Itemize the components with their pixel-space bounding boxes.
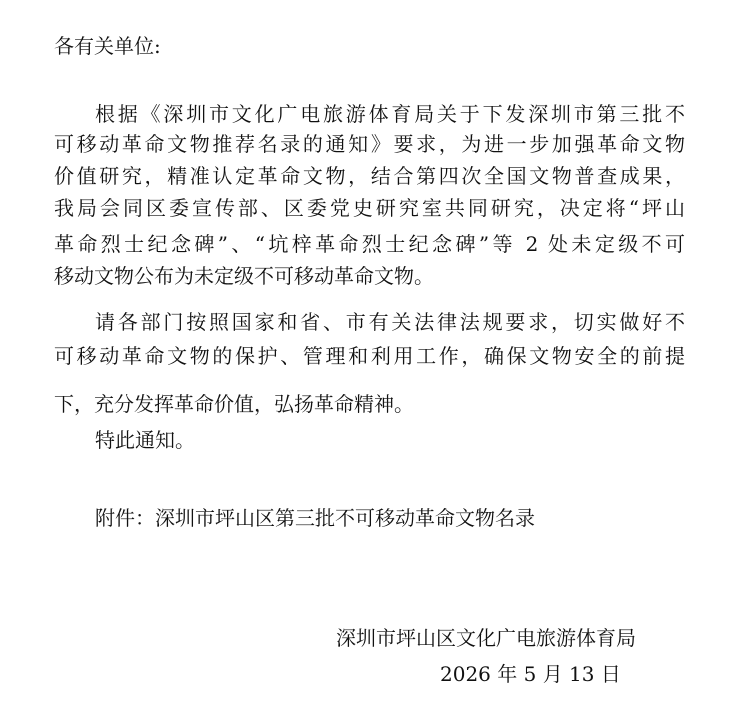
- paragraph-2-line-3: 下，充分发挥革命价值，弘扬革命精神。: [54, 392, 414, 416]
- paragraph-1-line-5: 革命烈士纪念碑”、“坑梓革命烈士纪念碑”等 2 处未定级不可: [54, 232, 685, 256]
- issue-date: 2026 年 5 月 13 日: [440, 662, 621, 686]
- paragraph-1-line-6: 移动文物公布为未定级不可移动革命文物。: [54, 264, 434, 288]
- paragraph-1-line-2: 可移动革命文物推荐名录的通知》要求，为进一步加强革命文物: [54, 132, 685, 156]
- paragraph-1-line-3: 价值研究，精准认定革命文物，结合第四次全国文物普查成果，: [54, 164, 685, 188]
- paragraph-2-line-1: 请各部门按照国家和省、市有关法律法规要求，切实做好不: [95, 310, 685, 334]
- paragraph-1-line-1: 根据《深圳市文化广电旅游体育局关于下发深圳市第三批不: [95, 102, 685, 126]
- issuer-name: 深圳市坪山区文化广电旅游体育局: [336, 626, 636, 650]
- closing-text: 特此通知。: [95, 428, 195, 452]
- paragraph-2-line-2: 可移动革命文物的保护、管理和利用工作，确保文物安全的前提: [54, 344, 685, 368]
- salutation: 各有关单位:: [54, 34, 161, 58]
- attachment-note: 附件：深圳市坪山区第三批不可移动革命文物名录: [95, 506, 535, 530]
- paragraph-1-line-4: 我局会同区委宣传部、区委党史研究室共同研究，决定将“坪山: [54, 196, 685, 220]
